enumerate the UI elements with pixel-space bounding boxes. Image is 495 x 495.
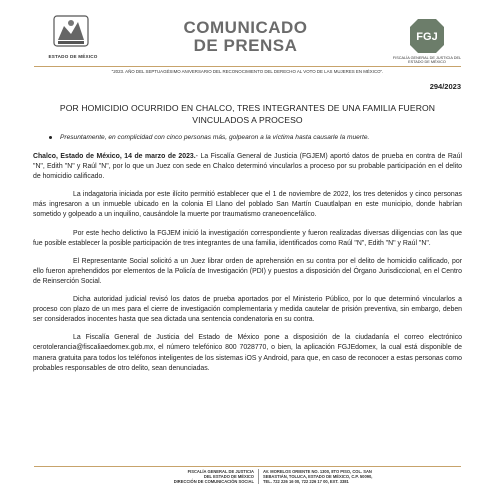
page-title: [148, 19, 343, 55]
footer-left-line-1: FISCALÍA GENERAL DE JUSTICIA: [187, 469, 254, 474]
paragraph-4: El Representante Social solicitó a un Juez librar orden de aprehensión en su contra por el delito de homicidio calificado, por ello fueron aprehendidos por elementos de la Policía de Investigación (PDI) y puestos a disposición del Órgano Jurisdiccional, en el Centro de Reinserción Social.: [33, 257, 462, 285]
paragraph-6: La Fiscalía General de Justicia del Estado de México pone a disposición de la ciudadanía el correo electrónico cerotolerancia@fiscaliaedomex.gob.mx, el número telefónico 800 7028770, o bien, la aplicación FGJEdomex, la cual está disponible de manera gratuita para todos los teléfonos inteligentes de los sistemas iOS y Android, para que, en caso de reconocer a estas personas como probables responsables de otro delito, sean denunciadas.: [33, 334, 462, 372]
footer-right-line-2: SEBASTIÁN, TOLUCA, ESTADO DE MÉXICO, C.P. 50090,: [263, 474, 373, 479]
title-line-2: DE PRENSA: [193, 36, 298, 55]
footer-left-line-2: DEL ESTADO DE MÉXICO: [203, 474, 254, 479]
fgj-logo: [408, 17, 446, 55]
document-number: 294/2023: [429, 82, 461, 91]
paragraph-3: Por este hecho delictivo la FGJEM inició la investigación correspondiente y fueron realizadas diversas diligencias con las que fue posible establecer la posible participación de tres integrantes de una familia, identificados como Raúl "N", Edith "N" y Raúl "N".: [33, 229, 462, 247]
bullet-dot-icon: [49, 136, 52, 139]
footer-separator: [258, 469, 259, 484]
title-line-1: COMUNICADO: [183, 18, 308, 37]
paragraph-2: La indagatoria iniciada por este ilícito permitió establecer que el 1 de noviembre de 2022, los tres detenidos y cinco personas más ingresaron a un inmueble ubicado en la colonia El Llano del poblado San Martín Cuautlalpan en este municipio, donde habrían sometido y golpeado a un inquilino, causándole la muerte por traumatismo craneoencefálico.: [33, 191, 462, 219]
headline: POR HOMICIDIO OCURRIDO EN CHALCO, TRES INTEGRANTES DE UNA FAMILIA FUERON VINCULADOS A PROCESO: [59, 103, 436, 125]
paragraph-1: [33, 152, 462, 182]
footer-institution: [104, 469, 254, 484]
body-text: [33, 152, 462, 382]
paragraph-1-text: - La Fiscalía General de Justicia (FGJEM) aportó datos de prueba en contra de Raúl "N", Edith "N" y Raúl "N", por lo que un Juez con sede en Chalco determinó vincularlos a proceso por su probable participación en el delito de homicidio calificado.: [33, 153, 462, 181]
estado-de-mexico-logo: [48, 14, 94, 52]
fgj-label: FISCALÍA GENERAL DE JUSTICIA DEL ESTADO DE MÉXICO: [392, 56, 462, 64]
footer-right-line-1: AV. MORELOS ORIENTE NO. 1300, 8TO PISO, COL. SAN: [263, 469, 372, 474]
footer-divider: [34, 466, 461, 467]
summary-bullet: [60, 134, 460, 141]
summary-text: Presuntamente, en complicidad con cinco personas más, golpearon a la víctima hasta causarle la muerte.: [60, 134, 370, 141]
dateline: Chalco, Estado de México, 14 de marzo de 2023.: [33, 153, 196, 160]
paragraph-5: Dicha autoridad judicial revisó los datos de prueba aportados por el Ministerio Público, por lo que determinó vincularlos a proceso con plazo de un mes para el cierre de investigación complementaria y medida cautelar de prisión preventiva, sin embargo, deben ser considerados inocentes hasta que sea dictada una sentencia condenatoria en su contra.: [33, 296, 462, 324]
edomex-label: ESTADO DE MÉXICO: [48, 54, 98, 59]
fgj-logo-text: FGJ: [416, 31, 438, 43]
header: [0, 0, 495, 74]
year-motto: "2023. AÑO DEL SEPTUAGÉSIMO ANIVERSARIO DEL RECONOCIMIENTO DEL DERECHO AL VOTO DE LAS MUJERES EN MÉXICO".: [111, 69, 384, 74]
footer-address: [263, 469, 443, 484]
footer-right-line-3: TEL. 722 226 16 00, 722 226 17 00, EXT. 3381: [263, 479, 349, 484]
footer-left-line-3: DIRECCIÓN DE COMUNICACIÓN SOCIAL: [173, 479, 254, 484]
header-divider: [34, 66, 461, 67]
